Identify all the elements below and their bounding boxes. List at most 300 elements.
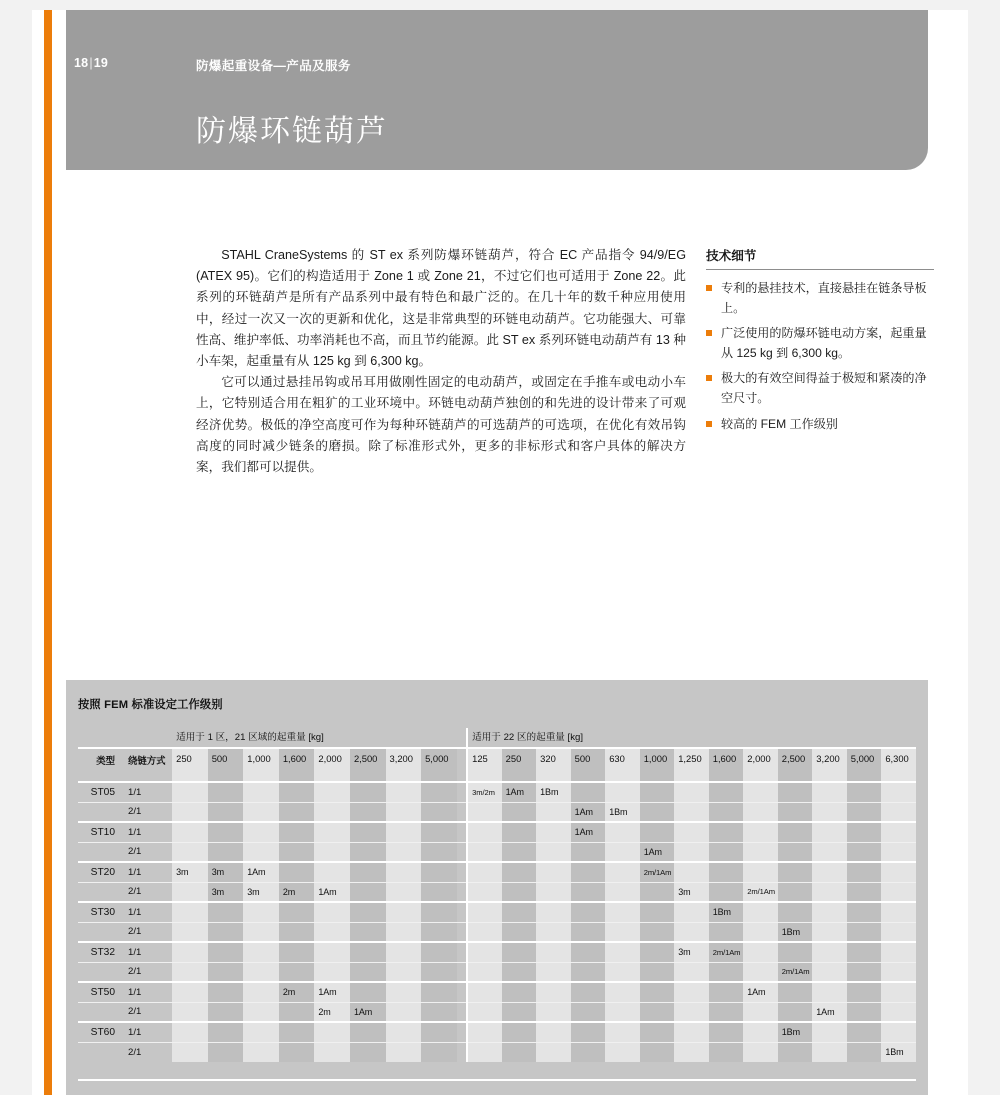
cell-zone22-value [881, 962, 916, 982]
cell-zone1-value [421, 902, 457, 922]
cell-reeving: 2/1 [124, 802, 172, 822]
list-item [706, 415, 934, 435]
cell-zone22-value [571, 862, 606, 882]
cell-zone22-value [847, 842, 882, 862]
cell-zone1-value [243, 1022, 279, 1042]
cell-zone1-value [243, 922, 279, 942]
cell-zone22-value [709, 922, 744, 942]
cell-zone22-value [847, 882, 882, 902]
cell-zone1-value [172, 942, 208, 962]
cell-zone22-value [881, 842, 916, 862]
list-item-label: 较高的 FEM 工作级别 [721, 416, 838, 431]
cell-type: ST50 [78, 982, 124, 1002]
cell-zone1-value: 1Am [350, 1002, 386, 1022]
cell-zone22-value [847, 1022, 882, 1042]
cell-zone22-value [847, 982, 882, 1002]
cell-zone22-value: 3m [674, 882, 709, 902]
cell-zone22-value [778, 1002, 813, 1022]
cell-zone22-value [502, 1002, 537, 1022]
cell-zone22-value [536, 942, 571, 962]
cell-zone1-value: 3m [243, 882, 279, 902]
cell-zone1-value [386, 822, 422, 842]
cell-zone1-value [314, 842, 350, 862]
technical-details-panel [706, 245, 934, 440]
cell-zone1-value [350, 1022, 386, 1042]
cell-zone22-value [709, 982, 744, 1002]
cell-zone1-value [243, 982, 279, 1002]
cell-zone22-value [640, 1042, 675, 1062]
cell-zone22-value [502, 982, 537, 1002]
cell-zone1-value [386, 1022, 422, 1042]
cell-zone1-value: 3m [172, 862, 208, 882]
cell-zone1-value [386, 862, 422, 882]
cell-zone1-value [208, 1002, 244, 1022]
column-header-zone1-load: 5,000 [421, 748, 457, 782]
cell-zone1-value [350, 862, 386, 882]
cell-zone1-value: 1Am [243, 862, 279, 882]
cell-zone22-value [881, 902, 916, 922]
cell-zone22-value [743, 862, 778, 882]
cell-zone1-value [421, 922, 457, 942]
cell-zone1-value [421, 882, 457, 902]
cell-zone22-value [640, 822, 675, 842]
cell-zone22-value [605, 1022, 640, 1042]
cell-zone1-value: 2m [314, 1002, 350, 1022]
page-number-right: 19 [93, 56, 109, 70]
cell-zone22-value [502, 862, 537, 882]
page-margin-left [0, 0, 32, 1095]
column-header-zone1-load: 2,500 [350, 748, 386, 782]
square-bullet-icon [706, 375, 712, 381]
cell-zone22-value [605, 842, 640, 862]
cell-zone1-value: 2m [279, 882, 315, 902]
body-text-column [196, 245, 686, 478]
cell-zone22-value [571, 1002, 606, 1022]
cell-zone22-value [709, 822, 744, 842]
cell-zone22-value [881, 1002, 916, 1022]
cell-zone22-value [743, 942, 778, 962]
cell-zone22-value [674, 982, 709, 1002]
cell-zone22-value [640, 1022, 675, 1042]
page-margin-right [968, 0, 1000, 1095]
body-paragraph-1: STAHL CraneSystems 的 ST ex 系列防爆环链葫芦，符合 EC 产品指令 94/9/EG (ATEX 95)。它们的构造适用于 Zone 1 或 Zone 21，不过它们也可适用于 Zone 22。此系列的环链葫芦是所有产品系列中最有特色和最广泛的。在几十年的数千种应用使用中，经过一次又一次的更新和优化，这是非常典型的环链电动葫芦。它功能强大、可靠性高、维护率低、功率消耗也不高，而且节约能源。此 ST ex 系列环链电动葫芦有 13 种小车架，起重量有从 125 kg 到 6,300 kg。 [196, 248, 686, 369]
cell-zone22-value [571, 1022, 606, 1042]
column-header-type: 类型 [78, 748, 124, 782]
table-row [78, 822, 916, 842]
cell-zone22-value [743, 922, 778, 942]
cell-zone22-value [812, 982, 847, 1002]
cell-zone22-value [674, 822, 709, 842]
cell-zone22-value [502, 902, 537, 922]
column-header-zone22-load: 2,500 [778, 748, 813, 782]
cell-zone22-value: 1Am [571, 822, 606, 842]
cell-zone22-value [536, 862, 571, 882]
cell-zone22-value [812, 842, 847, 862]
cell-zone1-value [421, 782, 457, 802]
body-paragraph-2: 它可以通过悬挂吊钩或吊耳用做刚性固定的电动葫芦，或固定在手推车或电动小车上，它特别适合用在粗犷的工业环境中。环链电动葫芦独创的和先进的设计带来了可观经济优势。极低的净空高度可作为每种环链葫芦的可选葫芦的可选项，在优化有效吊钩高度的同时减少链条的磨损。除了标准形式外，更多的非标形式和客户具体的解决方案，我们都可以提供。 [196, 375, 686, 475]
cell-zone1-value [386, 942, 422, 962]
list-item-label: 广泛使用的防爆环链电动方案，起重量从 125 kg 到 6,300 kg。 [721, 326, 927, 360]
cell-zone22-value [571, 942, 606, 962]
cell-zone1-value [208, 1022, 244, 1042]
cell-zone1-value [314, 862, 350, 882]
cell-zone1-value [279, 782, 315, 802]
cell-zone1-value [350, 982, 386, 1002]
cell-zone1-value [314, 822, 350, 842]
cell-zone1-value [279, 902, 315, 922]
cell-type: ST10 [78, 822, 124, 842]
cell-zone22-value: 1Am [743, 982, 778, 1002]
cell-zone22-value [502, 922, 537, 942]
table-row [78, 862, 916, 882]
cell-zone22-value [467, 842, 502, 862]
page-number-separator: | [89, 56, 93, 70]
cell-zone22-value: 1Bm [778, 922, 813, 942]
cell-zone1-value [243, 942, 279, 962]
fem-group-header-row [78, 728, 916, 748]
page-margin-top [0, 0, 1000, 10]
square-bullet-icon [706, 285, 712, 291]
cell-zone22-value [778, 882, 813, 902]
group-header-zone22: 适用于 22 区的起重量 [kg] [467, 728, 916, 748]
cell-zone22-value [605, 942, 640, 962]
table-row [78, 982, 916, 1002]
cell-zone22-value [502, 1022, 537, 1042]
list-item-label: 专利的悬挂技术，直接悬挂在链条导板上。 [721, 281, 927, 315]
cell-zone22-value [605, 902, 640, 922]
cell-zone22-value [571, 782, 606, 802]
square-bullet-icon [706, 421, 712, 427]
cell-zone1-value [208, 942, 244, 962]
cell-zone1-value [421, 842, 457, 862]
cell-type: ST30 [78, 902, 124, 922]
technical-details-title: 技术细节 [706, 249, 757, 263]
cell-zone22-value [640, 882, 675, 902]
table-row [78, 842, 916, 862]
cell-zone1-value [208, 842, 244, 862]
cell-zone22-value [640, 782, 675, 802]
column-gap [457, 748, 467, 782]
cell-type [78, 802, 124, 822]
list-item-label: 极大的有效空间得益于极短和紧凑的净空尺寸。 [721, 371, 927, 405]
cell-zone22-value [640, 902, 675, 922]
cell-zone22-value [536, 962, 571, 982]
cell-zone22-value [605, 862, 640, 882]
cell-zone22-value [674, 802, 709, 822]
cell-zone22-value [467, 982, 502, 1002]
cell-zone1-value [208, 1042, 244, 1062]
cell-zone1-value [386, 842, 422, 862]
cell-zone22-value [674, 922, 709, 942]
cell-zone1-value [350, 962, 386, 982]
cell-zone22-value [536, 922, 571, 942]
cell-zone22-value [812, 962, 847, 982]
cell-zone22-value [571, 902, 606, 922]
cell-zone22-value [536, 842, 571, 862]
cell-zone22-value [605, 922, 640, 942]
cell-zone1-value [314, 782, 350, 802]
cell-zone22-value: 1Am [571, 802, 606, 822]
cell-reeving: 1/1 [124, 982, 172, 1002]
cell-zone22-value [778, 942, 813, 962]
cell-zone22-value [467, 902, 502, 922]
cell-zone1-value [386, 782, 422, 802]
cell-type: ST60 [78, 1022, 124, 1042]
cell-reeving: 2/1 [124, 962, 172, 982]
cell-zone22-value [778, 862, 813, 882]
cell-type [78, 842, 124, 862]
cell-zone22-value [467, 922, 502, 942]
cell-type [78, 882, 124, 902]
cell-zone1-value [172, 902, 208, 922]
cell-zone22-value [571, 922, 606, 942]
cell-zone1-value [208, 822, 244, 842]
cell-zone22-value [502, 1042, 537, 1062]
cell-type [78, 1042, 124, 1062]
column-header-reeving: 绕链方式 [124, 748, 172, 782]
cell-zone22-value [502, 962, 537, 982]
cell-zone22-value [847, 962, 882, 982]
cell-zone1-value [314, 1022, 350, 1042]
cell-zone22-value [778, 982, 813, 1002]
cell-zone1-value [314, 802, 350, 822]
cell-zone1-value [279, 822, 315, 842]
column-header-zone22-load: 1,000 [640, 748, 675, 782]
cell-zone22-value: 2m/1Am [640, 862, 675, 882]
cell-zone22-value [674, 1002, 709, 1022]
cell-gap [457, 942, 467, 962]
cell-zone22-value [467, 822, 502, 842]
cell-zone1-value [172, 982, 208, 1002]
cell-zone22-value: 1Am [502, 782, 537, 802]
cell-zone22-value [743, 1002, 778, 1022]
column-header-zone22-load: 250 [502, 748, 537, 782]
cell-zone1-value [386, 962, 422, 982]
cell-reeving: 1/1 [124, 822, 172, 842]
cell-zone1-value [386, 902, 422, 922]
group-header-spacer [78, 728, 172, 748]
cell-type [78, 1002, 124, 1022]
column-header-zone22-load: 630 [605, 748, 640, 782]
cell-gap [457, 1042, 467, 1062]
cell-zone22-value [536, 822, 571, 842]
cell-zone22-value [847, 902, 882, 922]
cell-zone22-value [709, 842, 744, 862]
cell-zone22-value: 2m/1Am [709, 942, 744, 962]
cell-zone22-value [881, 922, 916, 942]
cell-zone22-value [709, 962, 744, 982]
cell-zone1-value [421, 802, 457, 822]
cell-zone1-value [279, 842, 315, 862]
cell-reeving: 1/1 [124, 902, 172, 922]
cell-zone22-value [847, 1042, 882, 1062]
cell-zone1-value [243, 902, 279, 922]
cell-zone1-value [421, 982, 457, 1002]
cell-zone1-value: 2m [279, 982, 315, 1002]
cell-zone22-value [812, 902, 847, 922]
cell-zone1-value: 1Am [314, 882, 350, 902]
cell-zone22-value [812, 882, 847, 902]
cell-zone22-value: 1Bm [536, 782, 571, 802]
cell-zone22-value [536, 1022, 571, 1042]
cell-zone22-value [536, 882, 571, 902]
cell-zone1-value [243, 802, 279, 822]
list-item [706, 369, 934, 408]
cell-zone22-value [467, 1042, 502, 1062]
cell-zone22-value [847, 802, 882, 822]
technical-details-divider [706, 269, 934, 270]
cell-zone1-value [350, 782, 386, 802]
page-number [74, 56, 108, 70]
cell-zone22-value [571, 962, 606, 982]
cell-zone22-value [640, 982, 675, 1002]
cell-gap [457, 882, 467, 902]
cell-zone22-value [571, 842, 606, 862]
table-row [78, 1042, 916, 1062]
cell-zone22-value [571, 1042, 606, 1062]
cell-zone22-value [812, 802, 847, 822]
cell-zone22-value [812, 942, 847, 962]
cell-zone22-value [640, 922, 675, 942]
cell-zone22-value [674, 842, 709, 862]
cell-zone22-value [847, 862, 882, 882]
technical-details-list [706, 279, 934, 434]
cell-reeving: 1/1 [124, 942, 172, 962]
cell-zone22-value [640, 962, 675, 982]
column-header-zone22-load: 500 [571, 748, 606, 782]
cell-zone1-value [279, 922, 315, 942]
cell-zone22-value [467, 942, 502, 962]
cell-reeving: 2/1 [124, 922, 172, 942]
cell-zone22-value [571, 982, 606, 1002]
table-row [78, 942, 916, 962]
cell-zone22-value [640, 802, 675, 822]
cell-zone22-value [502, 882, 537, 902]
cell-gap [457, 962, 467, 982]
cell-zone22-value [812, 1022, 847, 1042]
cell-zone1-value [243, 962, 279, 982]
cell-zone22-value [605, 882, 640, 902]
accent-rule [44, 10, 52, 1095]
cell-reeving: 2/1 [124, 1002, 172, 1022]
column-header-zone1-load: 1,600 [279, 748, 315, 782]
cell-zone1-value [386, 982, 422, 1002]
cell-zone22-value [536, 982, 571, 1002]
cell-zone22-value: 2m/1Am [778, 962, 813, 982]
cell-gap [457, 822, 467, 842]
cell-zone1-value [350, 1042, 386, 1062]
cell-zone22-value [847, 782, 882, 802]
cell-type [78, 922, 124, 942]
cell-zone1-value [279, 1042, 315, 1062]
cell-zone22-value [605, 982, 640, 1002]
cell-zone22-value [467, 882, 502, 902]
cell-zone1-value [172, 1002, 208, 1022]
cell-zone22-value [881, 942, 916, 962]
cell-zone22-value [812, 782, 847, 802]
cell-zone1-value [350, 822, 386, 842]
table-row [78, 882, 916, 902]
cell-zone22-value [778, 842, 813, 862]
cell-zone1-value [172, 842, 208, 862]
cell-zone22-value [605, 782, 640, 802]
cell-zone1-value [350, 802, 386, 822]
cell-zone22-value: 3m/2m [467, 782, 502, 802]
cell-zone22-value [709, 882, 744, 902]
cell-zone1-value: 3m [208, 882, 244, 902]
table-row [78, 1002, 916, 1022]
cell-zone22-value [812, 922, 847, 942]
cell-zone22-value [778, 782, 813, 802]
column-header-zone22-load: 3,200 [812, 748, 847, 782]
cell-zone22-value [536, 1002, 571, 1022]
cell-zone1-value [421, 822, 457, 842]
cell-zone22-value [467, 862, 502, 882]
cell-zone22-value [709, 802, 744, 822]
cell-zone1-value [208, 962, 244, 982]
table-row [78, 922, 916, 942]
cell-zone22-value [778, 802, 813, 822]
cell-zone1-value [172, 822, 208, 842]
cell-gap [457, 1002, 467, 1022]
cell-type: ST32 [78, 942, 124, 962]
table-row [78, 1022, 916, 1042]
cell-zone22-value [467, 962, 502, 982]
cell-zone1-value [314, 962, 350, 982]
fem-table-bottom-rule [78, 1079, 916, 1081]
cell-gap [457, 842, 467, 862]
cell-zone1-value: 3m [208, 862, 244, 882]
cell-zone22-value [709, 1002, 744, 1022]
table-row [78, 802, 916, 822]
column-header-zone22-load: 1,250 [674, 748, 709, 782]
table-row [78, 962, 916, 982]
cell-zone22-value [847, 942, 882, 962]
column-header-zone1-load: 3,200 [386, 748, 422, 782]
cell-zone22-value: 1Bm [881, 1042, 916, 1062]
cell-zone22-value [847, 1002, 882, 1022]
cell-zone22-value: 1Bm [605, 802, 640, 822]
cell-zone22-value [674, 782, 709, 802]
cell-zone1-value [208, 982, 244, 1002]
cell-zone1-value [350, 942, 386, 962]
cell-zone22-value [881, 1022, 916, 1042]
fem-table [78, 728, 916, 1062]
cell-zone22-value [674, 902, 709, 922]
cell-zone22-value [709, 782, 744, 802]
cell-zone1-value [243, 1042, 279, 1062]
cell-zone1-value [386, 802, 422, 822]
cell-zone22-value [605, 962, 640, 982]
cell-zone22-value [640, 942, 675, 962]
cell-zone22-value [778, 1042, 813, 1062]
cell-zone1-value [386, 1042, 422, 1062]
cell-gap [457, 862, 467, 882]
cell-zone1-value [243, 822, 279, 842]
cell-zone1-value [314, 922, 350, 942]
cell-zone1-value [172, 802, 208, 822]
cell-zone22-value [812, 1042, 847, 1062]
column-header-zone22-load: 5,000 [847, 748, 882, 782]
cell-zone22-value [502, 802, 537, 822]
cell-zone22-value [778, 822, 813, 842]
cell-zone22-value [674, 962, 709, 982]
list-item [706, 279, 934, 318]
fem-column-header-row [78, 748, 916, 782]
cell-gap [457, 1022, 467, 1042]
cell-zone22-value [467, 1022, 502, 1042]
cell-gap [457, 802, 467, 822]
